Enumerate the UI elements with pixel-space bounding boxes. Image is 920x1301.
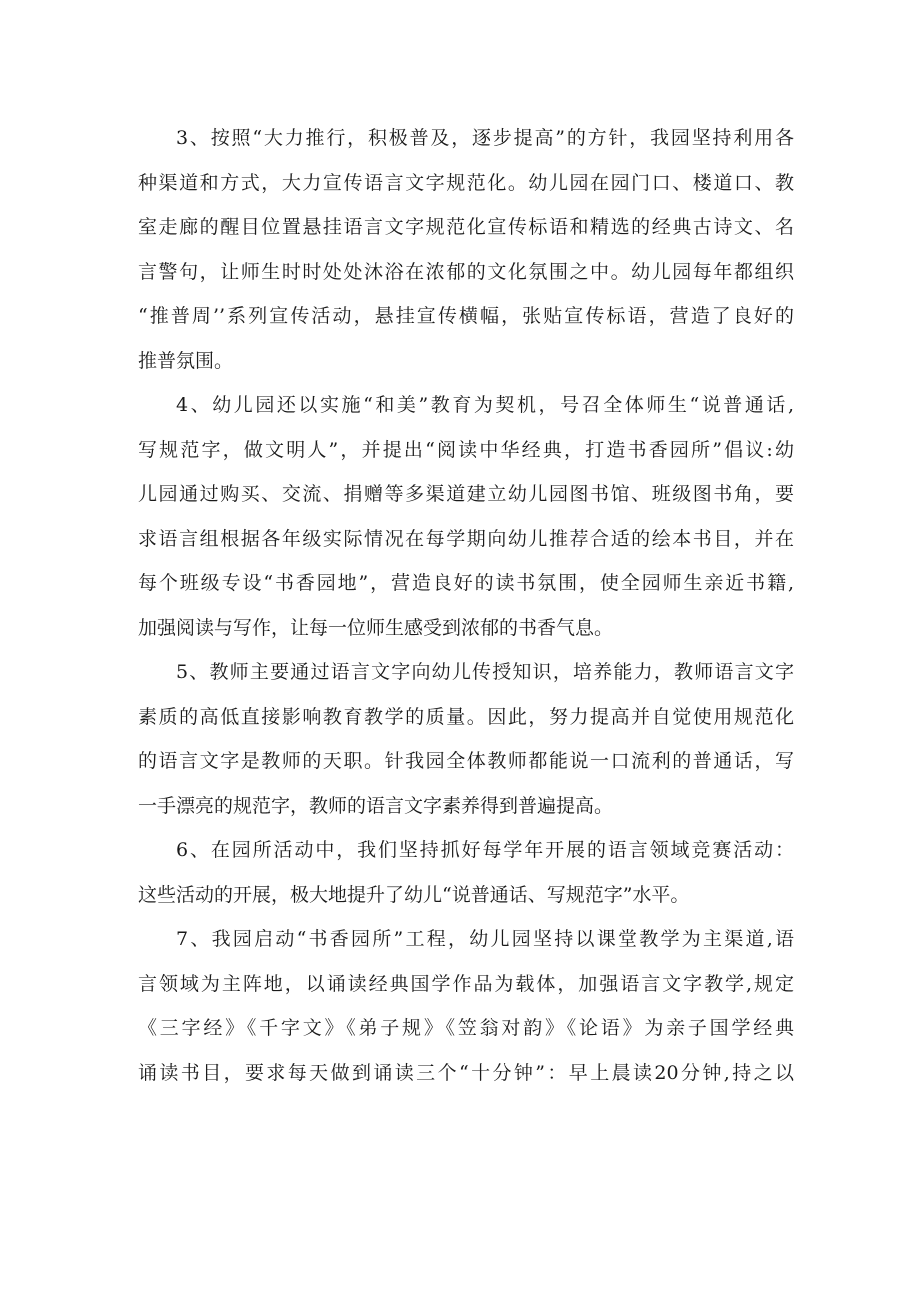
paragraph-line: 推普氛围。: [138, 349, 234, 372]
paragraph-line: 5、教师主要通过语言文字向幼儿传授知识，培养能力，教师语言文字: [176, 661, 794, 683]
paragraph-line: 7、我园启动“书香园所”工程，幼儿园坚持以课堂教学为主渠道,语: [176, 928, 794, 950]
paragraph-line: 加强阅读与写作，让每一位师生感受到浓郁的书香气息。: [138, 616, 614, 639]
paragraph-line: 室走廊的醒目位置悬挂语言文字规范化宣传标语和精选的经典古诗文、名: [138, 216, 794, 238]
paragraph-line: 每个班级专设“书香园地”，营造良好的读书氛围，使全园师生亲近书籍,: [138, 572, 794, 594]
paragraph-line: 《三字经》《千字文》《弟子规》《笠翁对韵》《论语》为亲子国学经典: [138, 1017, 794, 1039]
paragraph-line: 求语言组根据各年级实际情况在每学期向幼儿推荐合适的绘本书目，并在: [138, 527, 794, 550]
paragraph-3: [138, 116, 794, 383]
paragraph-line: 素质的高低直接影响教育教学的质量。因此，努力提高并自觉使用规范化: [138, 705, 794, 728]
paragraph-line: 6、在园所活动中，我们坚持抓好每学年开展的语言领域竞赛活动：: [176, 839, 794, 861]
paragraph-line: 诵读书目，要求每天做到诵读三个“十分钟”：早上晨读20分钟,持之以: [138, 1061, 794, 1084]
paragraph-line: 3、按照“大力推行，积极普及，逐步提高”的方针，我园坚持利用各: [176, 127, 794, 149]
paragraph-6: [138, 828, 794, 917]
paragraph-line: 写规范字，做文明人”，并提出“阅读中华经典，打造书香园所”倡议:幼: [138, 438, 794, 461]
paragraph-4: [138, 383, 794, 650]
paragraph-line: 言警句，让师生时时处处沐浴在浓郁的文化氛围之中。幼儿园每年都组织: [138, 260, 794, 283]
paragraph-line: 4、幼儿园还以实施“和美”教育为契机，号召全体师生“说普通话,: [176, 394, 794, 416]
paragraph-5: [138, 650, 794, 828]
paragraph-line: 一手漂亮的规范字，教师的语言文字素养得到普遍提高。: [138, 794, 614, 817]
paragraph-line: 种渠道和方式，大力宣传语言文字规范化。幼儿园在园门口、楼道口、教: [138, 171, 794, 194]
paragraph-line: “推普周’’系列宣传活动，悬挂宣传横幅，张贴宣传标语，营造了良好的: [138, 305, 794, 327]
paragraph-line: 言领域为主阵地，以诵读经典国学作品为载体，加强语言文字教学,规定: [138, 972, 794, 995]
paragraph-line: 儿园通过购买、交流、捐赠等多渠道建立幼儿园图书馆、班级图书角，要: [138, 483, 794, 505]
paragraph-7: [138, 917, 794, 1095]
paragraph-line: 这些活动的开展，极大地提升了幼儿“说普通话、写规范字”水平。: [138, 883, 690, 906]
paragraph-line: 的语言文字是教师的天职。针我园全体教师都能说一口流利的普通话，写: [138, 750, 794, 772]
document-body: [138, 116, 794, 1095]
